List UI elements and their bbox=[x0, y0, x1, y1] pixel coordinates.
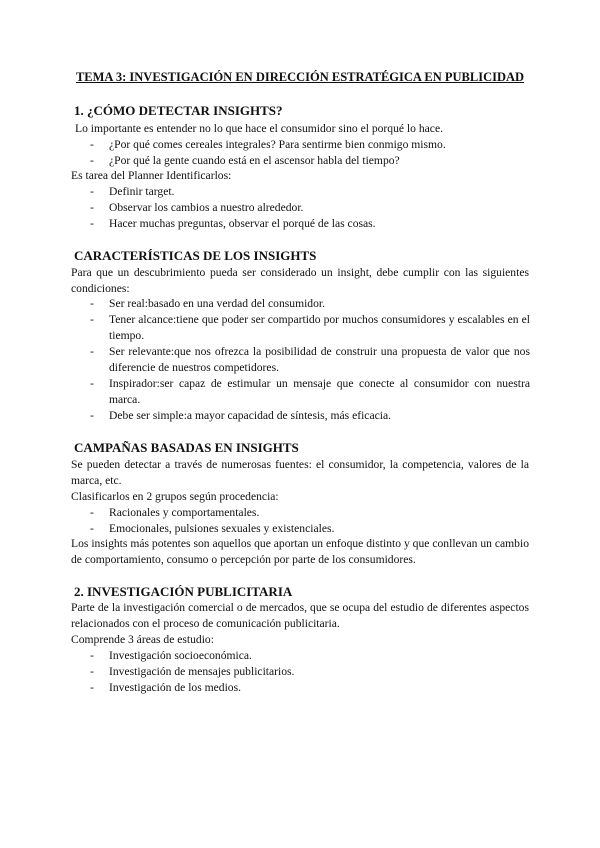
document-title: TEMA 3: INVESTIGACIÓN EN DIRECCIÓN ESTRATÉGICA EN PUBLICIDAD bbox=[75, 70, 525, 84]
bullet-dash: - bbox=[90, 681, 94, 694]
list-item bbox=[90, 312, 530, 344]
section-heading-characteristics: CARACTERÍSTICAS DE LOS INSIGHTS bbox=[74, 248, 317, 263]
list-item-text: Ser relevante:que nos ofrezca la posibilidad de construir una propuesta de valor que nos diferencie de nuestros competidores. bbox=[109, 345, 530, 374]
list-item bbox=[90, 648, 530, 664]
list-item bbox=[90, 408, 530, 424]
list-item bbox=[90, 200, 530, 216]
list-item-text: Ser real:basado en una verdad del consumidor. bbox=[109, 297, 326, 310]
campaigns-intro: Se pueden detectar a través de numerosas fuentes: el consumidor, la competencia, valores de la marca, etc. bbox=[71, 458, 529, 487]
section-heading-campaigns: CAMPAÑAS BASADAS EN INSIGHTS bbox=[74, 440, 299, 455]
section-heading-detect-insights: 1. ¿CÓMO DETECTAR INSIGHTS? bbox=[74, 103, 283, 118]
list-item bbox=[90, 184, 530, 200]
bullet-dash: - bbox=[90, 522, 94, 535]
campaigns-conclusion: Los insights más potentes son aquellos que aportan un enfoque distinto y que conllevan un cambio de comportamiento, consumo o percepción por parte de los consumidores. bbox=[71, 537, 529, 566]
list-item-text: Hacer muchas preguntas, observar el porqué de las cosas. bbox=[109, 217, 376, 230]
bullet-dash: - bbox=[90, 217, 94, 230]
bullet-dash: - bbox=[90, 409, 94, 422]
list-item-text: ¿Por qué la gente cuando está en el ascensor habla del tiempo? bbox=[109, 154, 400, 167]
bullet-dash: - bbox=[90, 201, 94, 214]
list-item-text: Investigación de mensajes publicitarios. bbox=[109, 665, 295, 678]
list-item-text: Observar los cambios a nuestro alrededor. bbox=[109, 201, 304, 214]
section2-intro: Parte de la investigación comercial o de mercados, que se ocupa del estudio de diferentes aspectos relacionados con el proceso de comunicación publicitaria. bbox=[71, 601, 529, 630]
list-item-text: Tener alcance:tiene que poder ser compartido por muchos consumidores y escalables en el tiempo. bbox=[109, 313, 530, 342]
list-item bbox=[90, 216, 530, 232]
list-item bbox=[90, 680, 530, 696]
list-item-text: ¿Por qué comes cereales integrales? Para sentirme bien conmigo mismo. bbox=[109, 138, 446, 151]
bullet-dash: - bbox=[90, 665, 94, 678]
list-item-text: Racionales y comportamentales. bbox=[109, 506, 260, 519]
list-item bbox=[90, 505, 530, 521]
areas-intro: Comprende 3 áreas de estudio: bbox=[71, 633, 214, 646]
bullet-dash: - bbox=[90, 297, 94, 310]
section-heading-advertising-research: 2. INVESTIGACIÓN PUBLICITARIA bbox=[74, 584, 293, 599]
bullet-dash: - bbox=[90, 154, 94, 167]
list-item bbox=[90, 137, 530, 153]
bullet-dash: - bbox=[90, 345, 94, 358]
bullet-dash: - bbox=[90, 138, 94, 151]
bullet-dash: - bbox=[90, 649, 94, 662]
list-item-text: Inspirador:ser capaz de estimular un mensaje que conecte al consumidor con nuestra marca. bbox=[109, 377, 530, 406]
list-item-text: Debe ser simple:a mayor capacidad de síntesis, más eficacia. bbox=[109, 409, 391, 422]
bullet-dash: - bbox=[90, 313, 94, 326]
list-item bbox=[90, 344, 530, 376]
list-item bbox=[90, 664, 530, 680]
list-item-text: Emocionales, pulsiones sexuales y existenciales. bbox=[109, 522, 335, 535]
campaigns-classify: Clasificarlos en 2 grupos según procedencia: bbox=[71, 490, 279, 503]
bullet-dash: - bbox=[90, 377, 94, 390]
characteristics-intro: Para que un descubrimiento pueda ser considerado un insight, debe cumplir con las siguientes condiciones: bbox=[71, 266, 529, 295]
bullet-dash: - bbox=[90, 185, 94, 198]
list-item bbox=[90, 153, 530, 169]
list-item-text: Investigación de los medios. bbox=[109, 681, 242, 694]
list-item bbox=[90, 376, 530, 408]
section1-intro: Lo importante es entender no lo que hace el consumidor sino el porqué lo hace. bbox=[75, 122, 443, 135]
list-item bbox=[90, 296, 530, 312]
bullet-dash: - bbox=[90, 506, 94, 519]
list-item bbox=[90, 521, 530, 537]
list-item-text: Definir target. bbox=[109, 185, 175, 198]
list-item-text: Investigación socioeconómica. bbox=[109, 649, 252, 662]
planner-intro: Es tarea del Planner Identificarlos: bbox=[71, 169, 232, 182]
